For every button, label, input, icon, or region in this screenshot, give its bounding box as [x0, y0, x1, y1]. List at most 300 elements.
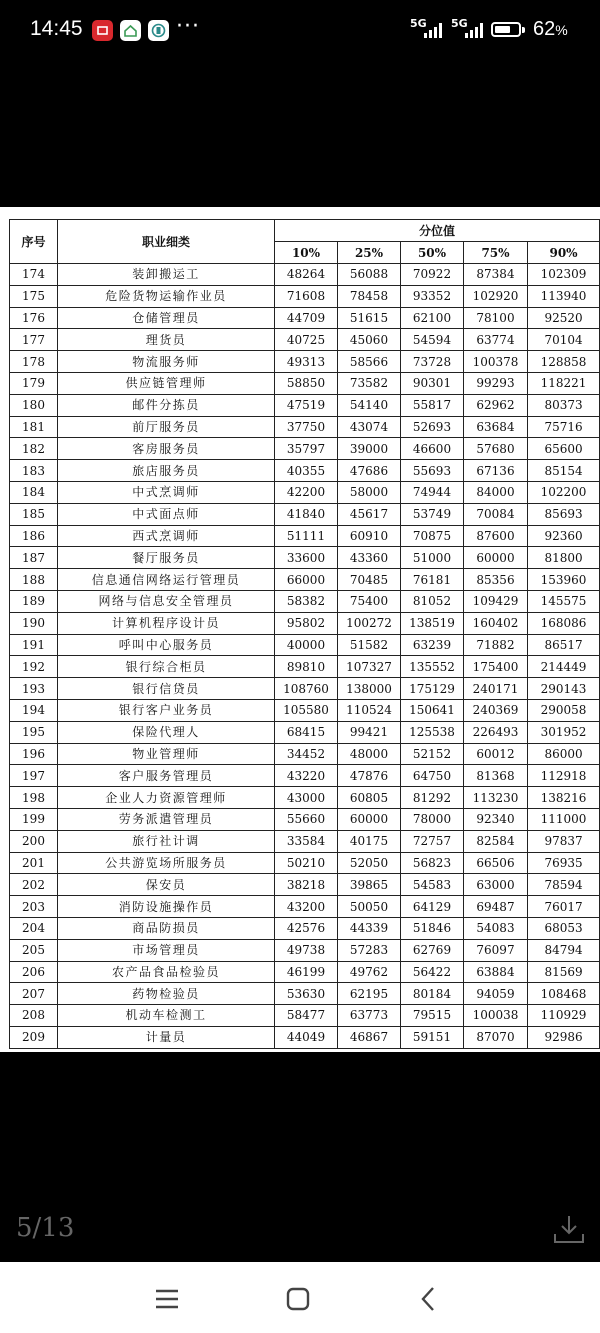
cell-p10: 47519	[275, 394, 338, 416]
cell-p50: 51846	[401, 917, 464, 939]
document-page[interactable]	[0, 207, 600, 1052]
cell-p75: 240171	[464, 678, 528, 700]
cell-occupation: 银行综合柜员	[58, 656, 275, 678]
cell-index: 199	[10, 808, 58, 830]
cell-occupation: 前厅服务员	[58, 416, 275, 438]
cell-p90: 301952	[528, 721, 600, 743]
cell-occupation: 物流服务师	[58, 351, 275, 373]
cell-p90: 92520	[528, 307, 600, 329]
table-row	[10, 416, 600, 438]
cell-index: 190	[10, 612, 58, 634]
cell-p50: 76181	[401, 569, 464, 591]
table-row	[10, 983, 600, 1005]
cell-p75: 87070	[464, 1026, 528, 1048]
table-row	[10, 917, 600, 939]
cell-p90: 153960	[528, 569, 600, 591]
cell-p90: 92360	[528, 525, 600, 547]
cell-p25: 63773	[338, 1005, 401, 1027]
table-row	[10, 830, 600, 852]
cell-p50: 46600	[401, 438, 464, 460]
cell-p50: 175129	[401, 678, 464, 700]
cell-p75: 100378	[464, 351, 528, 373]
cell-p10: 68415	[275, 721, 338, 743]
cell-p90: 145575	[528, 590, 600, 612]
table-row	[10, 852, 600, 874]
cell-p10: 40725	[275, 329, 338, 351]
cell-occupation: 危险货物运输作业员	[58, 285, 275, 307]
cell-p10: 71608	[275, 285, 338, 307]
header-index: 序号	[10, 220, 58, 264]
cell-p50: 72757	[401, 830, 464, 852]
table-row	[10, 743, 600, 765]
cell-index: 206	[10, 961, 58, 983]
cell-p10: 89810	[275, 656, 338, 678]
cell-p75: 63684	[464, 416, 528, 438]
cell-p25: 44339	[338, 917, 401, 939]
cell-occupation: 劳务派遣管理员	[58, 808, 275, 830]
cell-p50: 52152	[401, 743, 464, 765]
home-button[interactable]	[283, 1284, 313, 1314]
cell-p25: 51582	[338, 634, 401, 656]
cell-p50: 56422	[401, 961, 464, 983]
cell-index: 185	[10, 503, 58, 525]
cell-p90: 68053	[528, 917, 600, 939]
cell-occupation: 企业人力资源管理师	[58, 787, 275, 809]
cell-occupation: 理货员	[58, 329, 275, 351]
cell-p75: 94059	[464, 983, 528, 1005]
cell-p75: 87384	[464, 264, 528, 286]
cell-occupation: 供应链管理师	[58, 372, 275, 394]
cell-index: 176	[10, 307, 58, 329]
cell-p25: 100272	[338, 612, 401, 634]
cell-p90: 128858	[528, 351, 600, 373]
cell-p10: 43220	[275, 765, 338, 787]
cell-index: 182	[10, 438, 58, 460]
cell-p50: 78000	[401, 808, 464, 830]
cell-p50: 64129	[401, 896, 464, 918]
battery-percent: 62%	[533, 18, 568, 40]
table-row	[10, 525, 600, 547]
header-percentile-group: 分位值	[275, 220, 600, 242]
cell-p50: 93352	[401, 285, 464, 307]
cell-p10: 34452	[275, 743, 338, 765]
table-row	[10, 1005, 600, 1027]
cell-p75: 76097	[464, 939, 528, 961]
cell-p50: 125538	[401, 721, 464, 743]
cell-p10: 43200	[275, 896, 338, 918]
cell-p75: 63000	[464, 874, 528, 896]
cell-index: 175	[10, 285, 58, 307]
cell-occupation: 装卸搬运工	[58, 264, 275, 286]
cell-p50: 51000	[401, 547, 464, 569]
cell-occupation: 网络与信息安全管理员	[58, 590, 275, 612]
cell-p10: 55660	[275, 808, 338, 830]
cell-p25: 57283	[338, 939, 401, 961]
cell-p10: 33584	[275, 830, 338, 852]
cell-p25: 51615	[338, 307, 401, 329]
cell-p25: 52050	[338, 852, 401, 874]
table-row	[10, 569, 600, 591]
cell-p75: 67136	[464, 460, 528, 482]
cell-index: 189	[10, 590, 58, 612]
wage-percentile-table	[9, 219, 600, 1049]
cell-p50: 53749	[401, 503, 464, 525]
cell-p10: 50210	[275, 852, 338, 874]
cell-occupation: 计量员	[58, 1026, 275, 1048]
table-body	[10, 264, 600, 1049]
battery-icon	[491, 22, 521, 37]
cell-index: 186	[10, 525, 58, 547]
cell-p10: 51111	[275, 525, 338, 547]
cell-occupation: 机动车检测工	[58, 1005, 275, 1027]
cell-p50: 54594	[401, 329, 464, 351]
table-row	[10, 438, 600, 460]
cell-index: 207	[10, 983, 58, 1005]
battery-tip	[522, 27, 525, 33]
table-row	[10, 264, 600, 286]
table-row	[10, 612, 600, 634]
table-row	[10, 808, 600, 830]
cell-index: 197	[10, 765, 58, 787]
cell-p25: 60805	[338, 787, 401, 809]
cell-index: 203	[10, 896, 58, 918]
recent-apps-button[interactable]	[152, 1284, 182, 1314]
cell-occupation: 保险代理人	[58, 721, 275, 743]
cell-p50: 81292	[401, 787, 464, 809]
cell-occupation: 仓储管理员	[58, 307, 275, 329]
cell-occupation: 旅行社计调	[58, 830, 275, 852]
cell-p75: 57680	[464, 438, 528, 460]
cell-p75: 175400	[464, 656, 528, 678]
cell-p10: 38218	[275, 874, 338, 896]
cell-p25: 43360	[338, 547, 401, 569]
table-row	[10, 394, 600, 416]
cell-p90: 102309	[528, 264, 600, 286]
back-chevron-icon	[414, 1284, 444, 1314]
table-row	[10, 787, 600, 809]
cell-occupation: 公共游览场所服务员	[58, 852, 275, 874]
cell-occupation: 物业管理师	[58, 743, 275, 765]
cell-index: 198	[10, 787, 58, 809]
cell-p50: 55693	[401, 460, 464, 482]
cell-p10: 37750	[275, 416, 338, 438]
cell-p90: 81569	[528, 961, 600, 983]
cell-occupation: 信息通信网络运行管理员	[58, 569, 275, 591]
cell-p25: 62195	[338, 983, 401, 1005]
cell-p50: 73728	[401, 351, 464, 373]
cell-p25: 54140	[338, 394, 401, 416]
cell-index: 195	[10, 721, 58, 743]
cell-index: 202	[10, 874, 58, 896]
cell-p25: 48000	[338, 743, 401, 765]
cell-p25: 110524	[338, 699, 401, 721]
cell-p25: 50050	[338, 896, 401, 918]
table-row	[10, 460, 600, 482]
table-row	[10, 547, 600, 569]
cell-p25: 45060	[338, 329, 401, 351]
network-type-label-2: 5G	[451, 17, 468, 30]
cell-p10: 46199	[275, 961, 338, 983]
cell-p25: 47686	[338, 460, 401, 482]
cell-index: 181	[10, 416, 58, 438]
cell-occupation: 餐厅服务员	[58, 547, 275, 569]
download-button[interactable]	[552, 1212, 586, 1246]
cell-index: 179	[10, 372, 58, 394]
cell-p75: 87600	[464, 525, 528, 547]
cell-p75: 109429	[464, 590, 528, 612]
cell-occupation: 旅店服务员	[58, 460, 275, 482]
cell-p50: 56823	[401, 852, 464, 874]
cell-index: 204	[10, 917, 58, 939]
cell-p25: 49762	[338, 961, 401, 983]
cell-occupation: 药物检验员	[58, 983, 275, 1005]
cell-p90: 85693	[528, 503, 600, 525]
cell-occupation: 消防设施操作员	[58, 896, 275, 918]
header-p25: 25%	[338, 242, 401, 264]
cell-p10: 40355	[275, 460, 338, 482]
cell-index: 193	[10, 678, 58, 700]
cell-p75: 240369	[464, 699, 528, 721]
cell-p75: 78100	[464, 307, 528, 329]
cell-occupation: 中式面点师	[58, 503, 275, 525]
back-button[interactable]	[414, 1284, 444, 1314]
cell-index: 194	[10, 699, 58, 721]
cell-p50: 79515	[401, 1005, 464, 1027]
cell-occupation: 计算机程序设计员	[58, 612, 275, 634]
table-row	[10, 874, 600, 896]
page-indicator: 5/13	[16, 1213, 75, 1243]
header-occupation: 职业细类	[58, 220, 275, 264]
cell-p90: 214449	[528, 656, 600, 678]
cell-p75: 113230	[464, 787, 528, 809]
header-p50: 50%	[401, 242, 464, 264]
cell-p90: 118221	[528, 372, 600, 394]
cell-p25: 73582	[338, 372, 401, 394]
cell-p90: 110929	[528, 1005, 600, 1027]
system-nav-bar	[0, 1262, 600, 1333]
table-row	[10, 634, 600, 656]
cell-p90: 70104	[528, 329, 600, 351]
table-row	[10, 351, 600, 373]
cell-p10: 53630	[275, 983, 338, 1005]
table-row	[10, 721, 600, 743]
cell-index: 205	[10, 939, 58, 961]
cell-p90: 86000	[528, 743, 600, 765]
cell-p25: 138000	[338, 678, 401, 700]
table-row	[10, 699, 600, 721]
cell-p75: 71882	[464, 634, 528, 656]
cell-p25: 58000	[338, 481, 401, 503]
cell-p10: 49313	[275, 351, 338, 373]
cell-p50: 150641	[401, 699, 464, 721]
table-row	[10, 481, 600, 503]
home-square-icon	[283, 1284, 313, 1314]
cell-p10: 42200	[275, 481, 338, 503]
cell-index: 192	[10, 656, 58, 678]
cell-p10: 44709	[275, 307, 338, 329]
cell-p90: 65600	[528, 438, 600, 460]
cell-p25: 47876	[338, 765, 401, 787]
cell-p10: 42576	[275, 917, 338, 939]
cell-p90: 111000	[528, 808, 600, 830]
cell-p75: 92340	[464, 808, 528, 830]
more-notifications-icon: ···	[176, 14, 200, 39]
cell-p75: 84000	[464, 481, 528, 503]
cell-p90: 76017	[528, 896, 600, 918]
cell-p10: 48264	[275, 264, 338, 286]
cell-p90: 97837	[528, 830, 600, 852]
cell-p10: 41840	[275, 503, 338, 525]
table-row	[10, 307, 600, 329]
cell-p25: 70485	[338, 569, 401, 591]
table-row	[10, 590, 600, 612]
cell-p10: 105580	[275, 699, 338, 721]
news-app-notification-icon	[92, 20, 113, 41]
cell-p10: 95802	[275, 612, 338, 634]
cell-p75: 63884	[464, 961, 528, 983]
cell-p50: 64750	[401, 765, 464, 787]
table-row	[10, 372, 600, 394]
cell-index: 178	[10, 351, 58, 373]
cell-p90: 102200	[528, 481, 600, 503]
cell-p25: 43074	[338, 416, 401, 438]
cell-p90: 85154	[528, 460, 600, 482]
cell-p90: 80373	[528, 394, 600, 416]
cell-occupation: 保安员	[58, 874, 275, 896]
cell-index: 174	[10, 264, 58, 286]
cell-index: 183	[10, 460, 58, 482]
cell-index: 200	[10, 830, 58, 852]
cell-p75: 82584	[464, 830, 528, 852]
cell-p25: 39000	[338, 438, 401, 460]
cell-index: 188	[10, 569, 58, 591]
cell-occupation: 西式烹调师	[58, 525, 275, 547]
cell-p90: 78594	[528, 874, 600, 896]
signal-strength-icon-2	[465, 22, 483, 38]
cell-p75: 60000	[464, 547, 528, 569]
cell-p10: 58382	[275, 590, 338, 612]
cell-p50: 62769	[401, 939, 464, 961]
cell-p90: 75716	[528, 416, 600, 438]
cell-p90: 138216	[528, 787, 600, 809]
cell-p25: 60910	[338, 525, 401, 547]
cell-occupation: 市场管理员	[58, 939, 275, 961]
cell-p50: 138519	[401, 612, 464, 634]
cell-p90: 92986	[528, 1026, 600, 1048]
cell-p25: 107327	[338, 656, 401, 678]
cell-index: 184	[10, 481, 58, 503]
table-row	[10, 939, 600, 961]
cell-p25: 40175	[338, 830, 401, 852]
cell-index: 191	[10, 634, 58, 656]
cell-p50: 74944	[401, 481, 464, 503]
table-row	[10, 1026, 600, 1048]
cell-p25: 46867	[338, 1026, 401, 1048]
cell-p10: 108760	[275, 678, 338, 700]
header-p10: 10%	[275, 242, 338, 264]
table-row	[10, 503, 600, 525]
header-p75: 75%	[464, 242, 528, 264]
cell-p10: 33600	[275, 547, 338, 569]
cell-p50: 63239	[401, 634, 464, 656]
cell-p75: 54083	[464, 917, 528, 939]
cell-p50: 59151	[401, 1026, 464, 1048]
cell-p75: 100038	[464, 1005, 528, 1027]
cell-p90: 113940	[528, 285, 600, 307]
cell-occupation: 客户服务管理员	[58, 765, 275, 787]
cell-p50: 54583	[401, 874, 464, 896]
cell-p10: 58477	[275, 1005, 338, 1027]
cell-p75: 63774	[464, 329, 528, 351]
cell-p10: 40000	[275, 634, 338, 656]
cell-p90: 76935	[528, 852, 600, 874]
cell-p75: 226493	[464, 721, 528, 743]
cell-p75: 69487	[464, 896, 528, 918]
cell-p50: 81052	[401, 590, 464, 612]
cell-p75: 60012	[464, 743, 528, 765]
cell-occupation: 银行信贷员	[58, 678, 275, 700]
cell-p90: 84794	[528, 939, 600, 961]
cell-p25: 56088	[338, 264, 401, 286]
cell-p75: 70084	[464, 503, 528, 525]
cell-p50: 62100	[401, 307, 464, 329]
cell-p90: 81800	[528, 547, 600, 569]
cell-p25: 39865	[338, 874, 401, 896]
table-row	[10, 678, 600, 700]
cell-occupation: 邮件分拣员	[58, 394, 275, 416]
cell-p25: 99421	[338, 721, 401, 743]
cell-p25: 78458	[338, 285, 401, 307]
cell-index: 180	[10, 394, 58, 416]
cell-index: 196	[10, 743, 58, 765]
signal-strength-icon-1	[424, 22, 442, 38]
cell-p90: 108468	[528, 983, 600, 1005]
cell-index: 209	[10, 1026, 58, 1048]
table-row	[10, 285, 600, 307]
status-bar	[0, 0, 600, 62]
cell-p90: 168086	[528, 612, 600, 634]
cell-p10: 44049	[275, 1026, 338, 1048]
menu-icon	[152, 1284, 182, 1314]
cell-p90: 290143	[528, 678, 600, 700]
cell-index: 177	[10, 329, 58, 351]
cell-p90: 86517	[528, 634, 600, 656]
cell-p90: 290058	[528, 699, 600, 721]
cell-p50: 135552	[401, 656, 464, 678]
cell-occupation: 呼叫中心服务员	[58, 634, 275, 656]
cell-p10: 35797	[275, 438, 338, 460]
cell-p75: 102920	[464, 285, 528, 307]
cell-p50: 70875	[401, 525, 464, 547]
cell-p50: 55817	[401, 394, 464, 416]
cell-index: 187	[10, 547, 58, 569]
cell-p75: 66506	[464, 852, 528, 874]
home-app-notification-icon	[120, 20, 141, 41]
cell-p25: 58566	[338, 351, 401, 373]
cell-p10: 49738	[275, 939, 338, 961]
status-time: 14:45	[30, 17, 83, 40]
table-row	[10, 961, 600, 983]
table-row	[10, 329, 600, 351]
download-icon	[552, 1212, 586, 1246]
cell-occupation: 客房服务员	[58, 438, 275, 460]
table-row	[10, 656, 600, 678]
cell-index: 201	[10, 852, 58, 874]
cell-p75: 85356	[464, 569, 528, 591]
cell-p75: 99293	[464, 372, 528, 394]
cell-p10: 66000	[275, 569, 338, 591]
cell-p50: 90301	[401, 372, 464, 394]
